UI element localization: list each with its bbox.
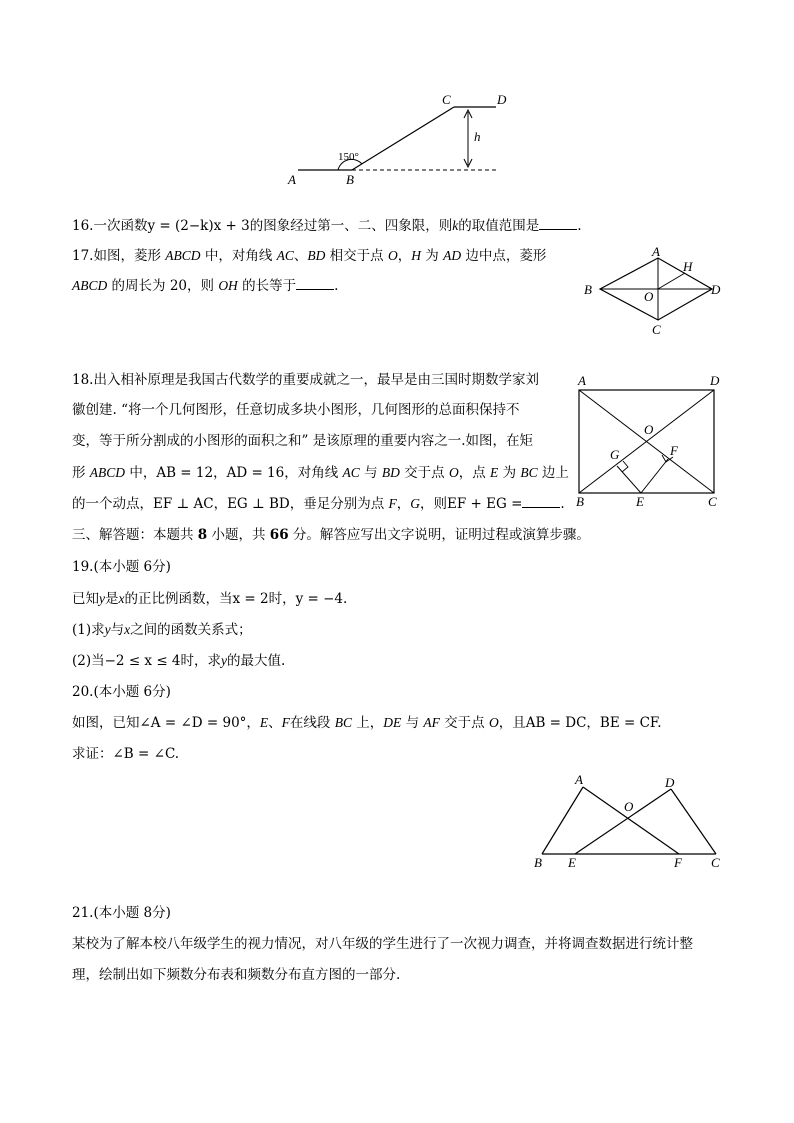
label-B: B xyxy=(346,172,354,187)
label-h: h xyxy=(474,129,481,144)
label-O: O xyxy=(644,422,654,437)
question-20-line2: 求证：∠B = ∠C. xyxy=(72,746,180,762)
question-21-head: 21.(本小题 8分) xyxy=(72,905,171,921)
question-16: 16.一次函数y = (2−k)x + 3的图象经过第一、二、四象限，则k的取值范围是 . xyxy=(72,218,582,234)
label-B: B xyxy=(584,282,592,297)
label-A: A xyxy=(652,246,660,259)
label-F: F xyxy=(670,443,678,458)
question-17-line1: 17.如图，菱形 ABCD 中，对角线 AC、BD 相交于点 O，H 为 AD 边中点，菱形 xyxy=(72,248,547,264)
label-C: C xyxy=(652,322,661,336)
label-D: D xyxy=(497,92,507,107)
answer-blank xyxy=(296,277,334,290)
label-D: D xyxy=(710,373,720,388)
question-18-line1: 18.出入相补原理是我国古代数学的重要成就之一，最早是由三国时期数学家刘 xyxy=(72,372,539,388)
label-O: O xyxy=(624,799,634,814)
question-19-head: 19.(本小题 6分) xyxy=(72,559,171,575)
section-3-heading: 三、解答题：本题共 8 小题，共 66 分。解答应写出文字说明，证明过程或演算步骤。 xyxy=(72,527,590,543)
question-19-part2: (2)当−2 ≤ x ≤ 4时，求y的最大值. xyxy=(72,653,286,669)
question-18-line4: 形 ABCD 中，AB = 12，AD = 16，对角线 AC 与 BD 交于点 O，点 E 为 BC 边上 xyxy=(72,465,569,481)
figure-rectangle xyxy=(570,370,730,512)
question-19-part1: (1)求y与x之间的函数关系式； xyxy=(72,622,252,638)
question-21-line1: 某校为了解本校八年级学生的视力情况，对八年级的学生进行了一次视力调查，并将调查数据进行统计整 xyxy=(72,936,693,952)
label-A: A xyxy=(288,172,296,187)
label-D: D xyxy=(665,775,675,790)
question-21-line2: 理，绘制出如下频数分布表和频数分布直方图的一部分. xyxy=(72,967,401,983)
question-20-line1: 如图，已知∠A = ∠D = 90°，E、F在线段 BC 上，DE 与 AF 交于点 O，且AB = DC，BE = CF. xyxy=(72,715,662,731)
question-20-head: 20.(本小题 6分) xyxy=(72,684,171,700)
label-B: B xyxy=(576,494,584,509)
answer-blank xyxy=(522,495,560,508)
question-19-line1: 已知y是x的正比例函数，当x = 2时，y = −4. xyxy=(72,591,348,607)
label-B: B xyxy=(534,855,542,870)
figure-slope xyxy=(280,88,510,188)
label-F: F xyxy=(674,855,682,870)
label-A: A xyxy=(578,373,586,388)
figure-rhombus xyxy=(580,246,730,336)
label-D: D xyxy=(711,282,721,297)
label-E: E xyxy=(636,494,644,509)
label-C: C xyxy=(708,494,717,509)
figure-triangles xyxy=(528,770,728,872)
question-17-line2: ABCD 的周长为 20，则 OH 的长等于 . xyxy=(72,278,339,294)
label-H: H xyxy=(683,259,693,274)
question-18-line3: 变，等于所分割成的小图形的面积之和” 是该原理的重要内容之一.如图，在矩 xyxy=(72,433,533,449)
label-O: O xyxy=(644,289,654,304)
label-C: C xyxy=(442,92,451,107)
label-A: A xyxy=(575,772,583,787)
label-G: G xyxy=(610,447,620,462)
question-18-line5: 的一个动点，EF ⊥ AC，EG ⊥ BD，垂足分别为点 F，G，则EF + EG = . xyxy=(72,496,565,512)
angle-label: 150° xyxy=(338,151,359,163)
label-C: C xyxy=(711,855,720,870)
answer-blank xyxy=(539,217,577,230)
label-E: E xyxy=(568,855,576,870)
question-18-line2: 徽创建. “将一个几何图形，任意切成多块小图形，几何图形的总面积保持不 xyxy=(72,402,520,418)
